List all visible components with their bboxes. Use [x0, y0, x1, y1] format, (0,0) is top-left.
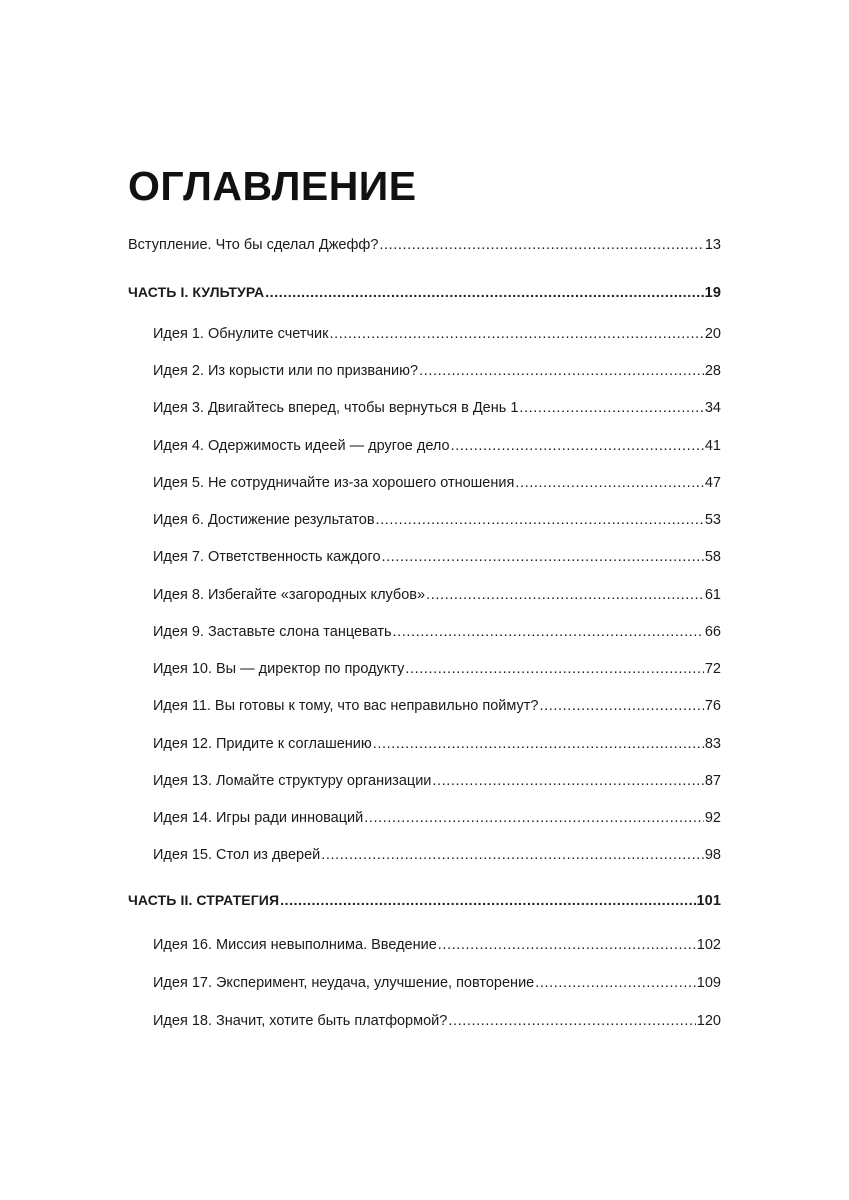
dot-leader	[382, 547, 704, 567]
toc-entry-title: Идея 6. Достижение результатов	[153, 512, 375, 528]
toc-entry-idea-15[interactable]	[153, 845, 721, 865]
dot-leader	[535, 973, 696, 993]
toc-entry-title: Идея 5. Не сотрудничайте из-за хорошего отношения	[153, 475, 515, 491]
dot-leader	[539, 696, 703, 716]
toc-page-number: 61	[704, 587, 721, 603]
toc-entry-title: Идея 13. Ломайте структуру организации	[153, 773, 432, 789]
toc-entry-idea-17[interactable]	[153, 973, 721, 993]
toc-entry-idea-16[interactable]	[153, 935, 721, 955]
dot-leader	[515, 473, 704, 493]
toc-page-number: 92	[704, 810, 721, 826]
dot-leader	[329, 324, 703, 344]
toc-entry-idea-10[interactable]	[153, 659, 721, 679]
dot-leader	[379, 235, 703, 255]
dot-leader	[405, 659, 703, 679]
toc-entry-title: Идея 17. Эксперимент, неудача, улучшение, повторение	[153, 975, 535, 991]
toc-entry-title: Идея 11. Вы готовы к тому, что вас неправильно поймут?	[153, 698, 539, 714]
dot-leader	[438, 935, 696, 955]
toc-page-number: 41	[704, 438, 721, 454]
toc-entry-intro[interactable]	[128, 235, 721, 255]
toc-entry-idea-3[interactable]	[153, 398, 721, 418]
toc-entry-idea-14[interactable]	[153, 808, 721, 828]
toc-entry-title: Идея 10. Вы — директор по продукту	[153, 661, 405, 677]
toc-page-number: 76	[704, 698, 721, 714]
toc-part-title: ЧАСТЬ II. СТРАТЕГИЯ	[128, 892, 280, 908]
toc-page-number: 66	[704, 624, 721, 640]
toc-entry-idea-5[interactable]	[153, 473, 721, 493]
toc-entry-idea-8[interactable]	[153, 585, 721, 605]
toc-part-culture[interactable]	[128, 282, 721, 303]
toc-page-number: 87	[704, 773, 721, 789]
toc-entry-idea-1[interactable]	[153, 324, 721, 344]
dot-leader	[419, 361, 704, 381]
dot-leader	[432, 771, 703, 791]
toc-entry-title: Идея 16. Миссия невыполнима. Введение	[153, 937, 437, 953]
toc-entry-idea-12[interactable]	[153, 734, 721, 754]
toc-page-number: 98	[704, 847, 721, 863]
toc-part-strategy[interactable]	[128, 890, 721, 911]
toc-entry-idea-4[interactable]	[153, 436, 721, 456]
toc-page-number: 72	[704, 661, 721, 677]
toc-part-title: ЧАСТЬ I. КУЛЬТУРА	[128, 284, 265, 300]
toc-entry-idea-9[interactable]	[153, 622, 721, 642]
page-title: ОГЛАВЛЕНИЕ	[128, 163, 417, 209]
toc-entry-idea-2[interactable]	[153, 361, 721, 381]
toc-page-number: 19	[704, 285, 721, 301]
toc-entry-title: Вступление. Что бы сделал Джефф?	[128, 237, 379, 253]
toc-entry-title: Идея 7. Ответственность каждого	[153, 549, 381, 565]
toc-page-number: 53	[704, 512, 721, 528]
toc-entry-title: Идея 12. Придите к соглашению	[153, 736, 372, 752]
toc-page-number: 109	[696, 975, 721, 991]
toc-entry-idea-7[interactable]	[153, 547, 721, 567]
dot-leader	[448, 1011, 695, 1031]
toc-entry-title: Идея 4. Одержимость идеей — другое дело	[153, 438, 450, 454]
toc-entry-title: Идея 1. Обнулите счетчик	[153, 326, 329, 342]
toc-entry-title: Идея 9. Заставьте слона танцевать	[153, 624, 392, 640]
dot-leader	[373, 734, 704, 754]
dot-leader	[426, 585, 704, 605]
toc-page-number: 28	[704, 363, 721, 379]
dot-leader	[519, 398, 703, 418]
toc-entry-idea-6[interactable]	[153, 510, 721, 530]
toc-page-number: 34	[704, 400, 721, 416]
toc-entry-title: Идея 15. Стол из дверей	[153, 847, 321, 863]
toc-entry-idea-13[interactable]	[153, 771, 721, 791]
dot-leader	[265, 282, 703, 302]
dot-leader	[321, 845, 704, 865]
toc-page-number: 58	[704, 549, 721, 565]
toc-entry-title: Идея 3. Двигайтесь вперед, чтобы вернуться в День 1	[153, 400, 519, 416]
toc-page-number: 102	[696, 937, 721, 953]
toc-page-number: 47	[704, 475, 721, 491]
dot-leader	[393, 622, 704, 642]
toc-entry-title: Идея 14. Игры ради инноваций	[153, 810, 364, 826]
toc-entry-title: Идея 18. Значит, хотите быть платформой?	[153, 1013, 448, 1029]
toc-entry-title: Идея 8. Избегайте «загородных клубов»	[153, 587, 426, 603]
toc-page-number: 101	[696, 893, 721, 909]
toc-entry-idea-11[interactable]	[153, 696, 721, 716]
toc-entry-title: Идея 2. Из корысти или по призванию?	[153, 363, 419, 379]
dot-leader	[451, 436, 704, 456]
toc-page-number: 13	[704, 237, 721, 253]
toc-page-number: 83	[704, 736, 721, 752]
dot-leader	[376, 510, 704, 530]
toc-page-number: 20	[704, 326, 721, 342]
toc-entry-idea-18[interactable]	[153, 1011, 721, 1031]
dot-leader	[364, 808, 704, 828]
toc-page-number: 120	[696, 1013, 721, 1029]
dot-leader	[280, 890, 695, 910]
